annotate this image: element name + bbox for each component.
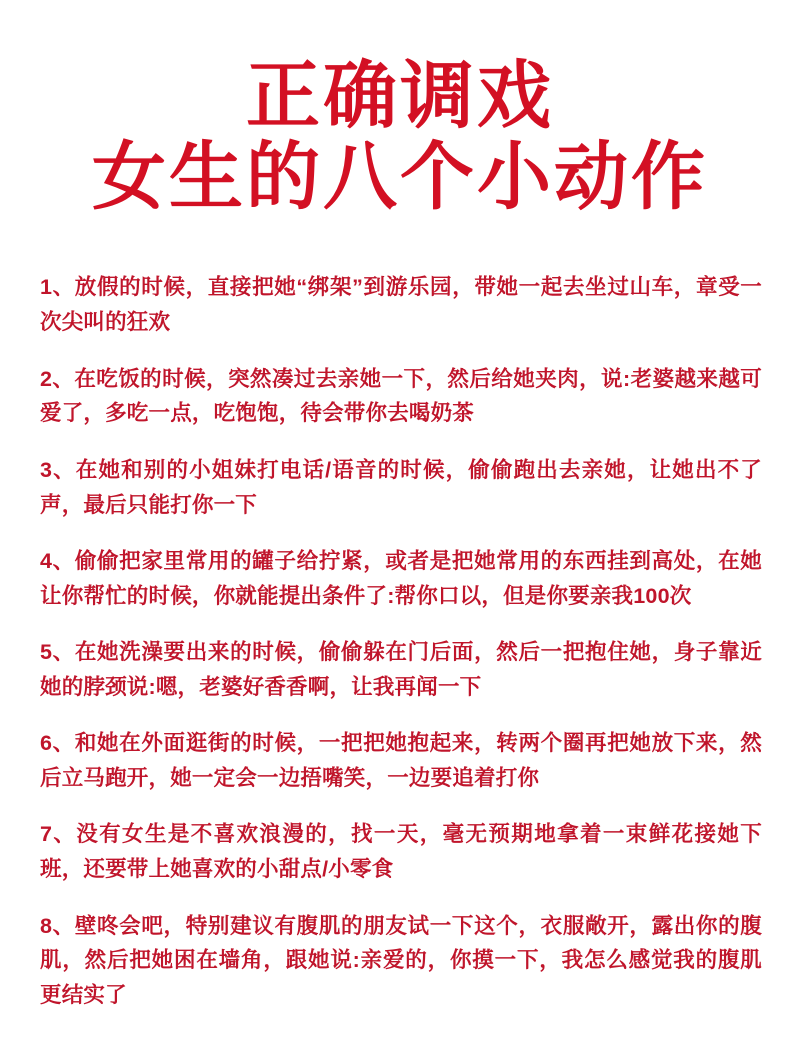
list-item: 3、在她和别的小姐妹打电话/语音的时候，偷偷跑出去亲她，让她出不了声，最后只能打你一下	[40, 457, 762, 517]
title-line-1: 正确调戏	[246, 54, 554, 137]
list-item: 2、在吃饭的时候，突然凑过去亲她一下，然后给她夹肉，说:老婆越来越可爱了，多吃一点，吃饱饱，待会带你去喝奶茶	[40, 366, 762, 426]
page-title	[30, 54, 770, 219]
title-line-2: 女生的八个小动作	[92, 135, 708, 219]
list-item: 8、壁咚会吧，特别建议有腹肌的朋友试一下这个，衣服敞开，露出你的腹肌，然后把她困在墙角，跟她说:亲爱的，你摸一下，我怎么感觉我的腹肌更结实了	[40, 913, 762, 1008]
list-item: 7、没有女生是不喜欢浪漫的，找一天，毫无预期地拿着一束鲜花接她下班，还要带上她喜欢的小甜点/小零食	[40, 822, 762, 882]
list-item: 4、偷偷把家里常用的罐子给拧紧，或者是把她常用的东西挂到高处，在她让你帮忙的时候，你就能提出条件了:帮你口以，但是你要亲我100次	[40, 548, 762, 608]
list-item: 6、和她在外面逛街的时候，一把把她抱起来，转两个圈再把她放下来，然后立马跑开，她一定会一边捂嘴笑，一边要追着打你	[40, 731, 762, 791]
tips-list	[30, 249, 770, 1013]
list-item: 1、放假的时候，直接把她“绑架”到游乐园，带她一起去坐过山车，章受一次尖叫的狂欢	[40, 275, 762, 335]
list-item: 5、在她洗澡要出来的时候，偷偷躲在门后面，然后一把抱住她，身子靠近她的脖颈说:嗯，老婆好香香啊，让我再闻一下	[40, 640, 762, 699]
